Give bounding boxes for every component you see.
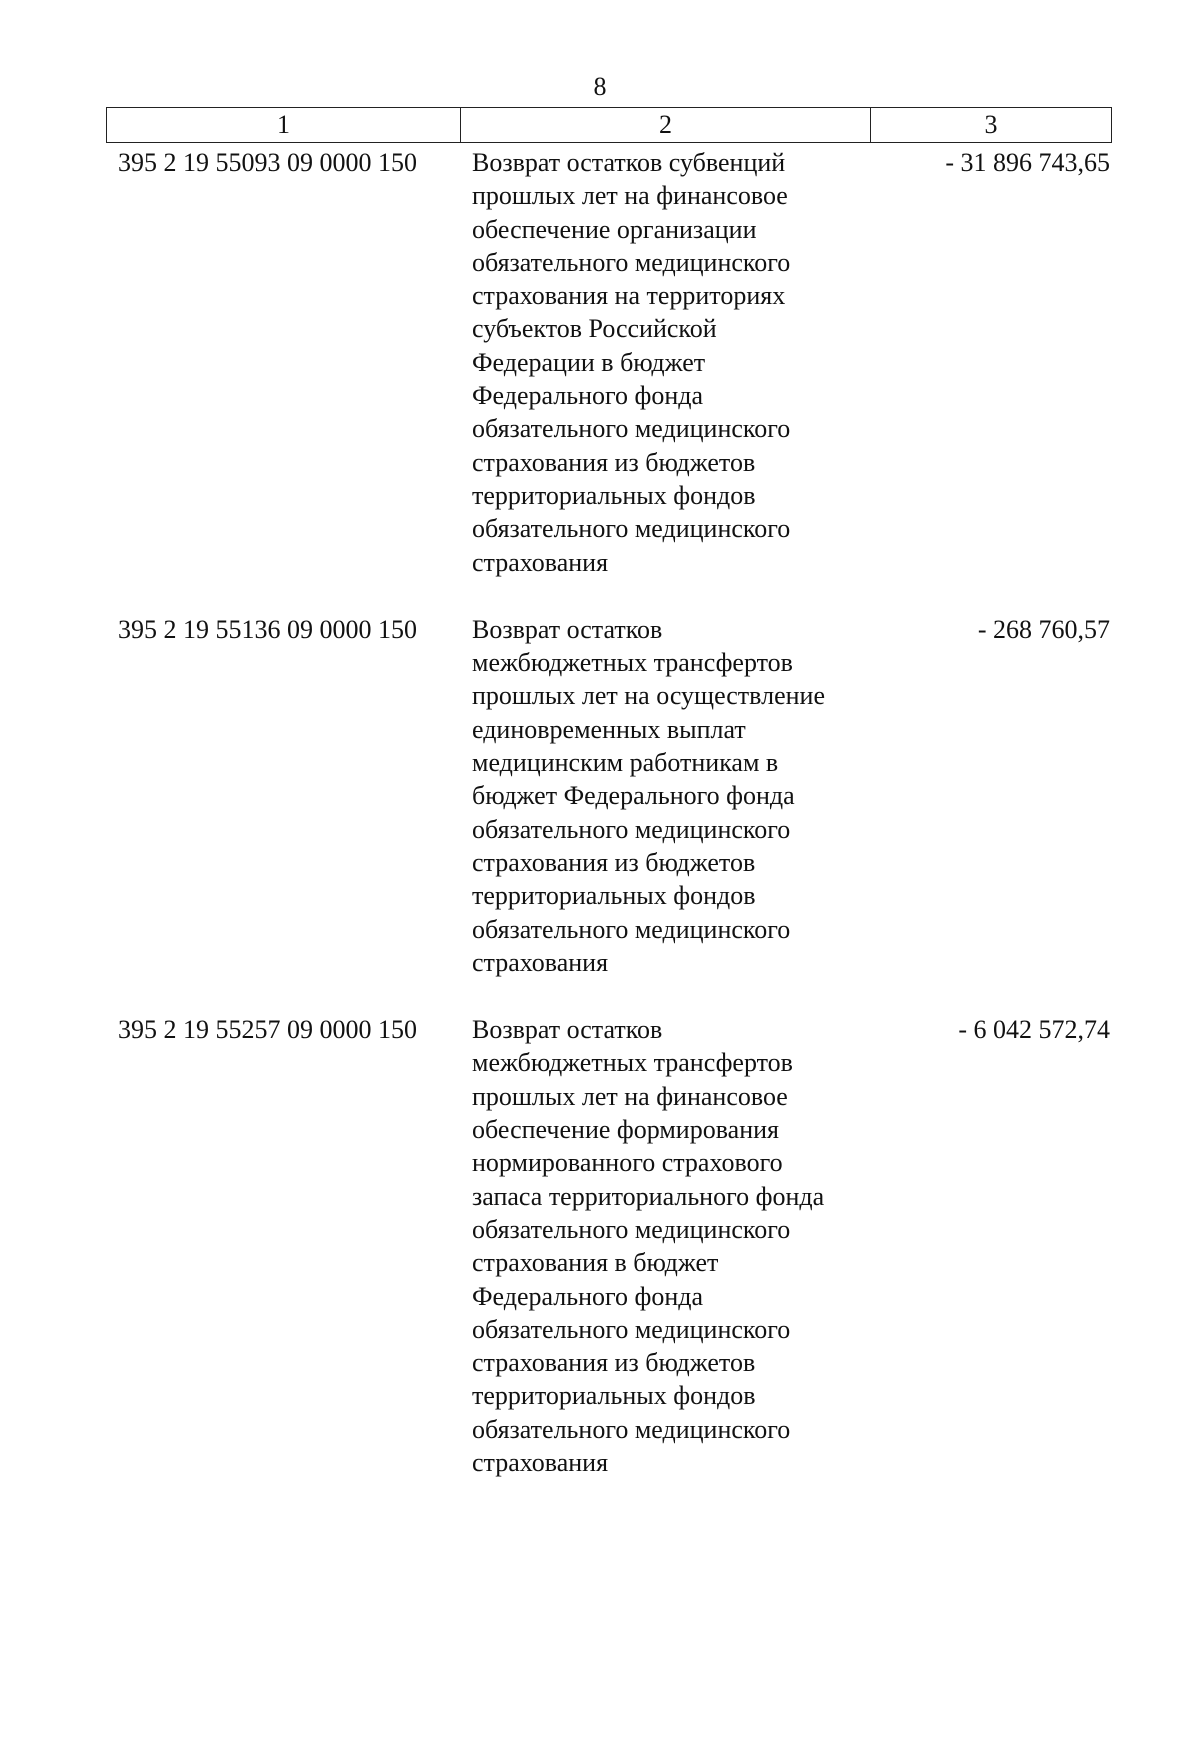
description-line: обязательного медицинского [472,1214,791,1244]
description-line: запаса территориального фонда [472,1181,825,1211]
amount: - 6 042 572,74 [958,1015,1110,1045]
amount: - 31 896 743,65 [945,148,1110,177]
description-line: межбюджетных трансфертов [472,1048,793,1078]
description-line: медицинским работникам в [472,748,779,778]
row-description [460,613,870,979]
description-line: Федерального фонда [472,1281,704,1311]
description-line: Возврат остатков [472,1015,663,1045]
description-line: нормированного страхового [472,1148,783,1178]
description-line: прошлых лет на финансовое [472,181,788,211]
table-header [106,107,1112,143]
description-line: обеспечение организации [472,214,757,244]
table-row [106,1013,1112,1479]
description-line: обеспечение формирования [472,1115,779,1145]
description-line: страхования из бюджетов [472,447,756,477]
description-line: субъектов Российской [472,314,717,344]
description-line: территориальных фондов [472,881,756,911]
header-col-3: 3 [984,110,998,139]
description-line: страхования на территориях [472,281,786,311]
amount: - 268 760,57 [977,614,1110,644]
description-line: обязательного медицинского [472,514,791,544]
table-body [106,146,1112,1513]
page-number: 8 [593,72,607,101]
description-line: страхования [472,1447,609,1477]
description-line: страхования из бюджетов [472,1348,756,1378]
description-line: страхования из бюджетов [472,847,756,877]
description-line: страхования в бюджет [472,1248,719,1278]
budget-code: 395 2 19 55136 09 0000 150 [118,614,417,644]
description-line: обязательного медицинского [472,414,791,444]
description-line: страхования [472,947,609,977]
description-line: обязательного медицинского [472,814,791,844]
description-line: обязательного медицинского [472,914,791,944]
description-line: обязательного медицинского [472,247,791,277]
description-line: обязательного медицинского [472,1414,791,1444]
description-line: межбюджетных трансфертов [472,648,793,678]
header-col-2: 2 [461,108,871,142]
description-line: территориальных фондов [472,1381,756,1411]
description-line: обязательного медицинского [472,1314,791,1344]
budget-code: 395 2 19 55093 09 0000 150 [118,148,417,177]
description-line: прошлых лет на осуществление [472,681,825,711]
description-line: страхования [472,547,609,577]
description-line: территориальных фондов [472,480,756,510]
description-line: бюджет Федерального фонда [472,781,795,811]
description-line: Возврат остатков [472,614,663,644]
table-row [106,146,1112,579]
description-line: единовременных выплат [472,714,746,744]
description-line: Федерации в бюджет [472,347,706,377]
row-description [460,146,870,579]
header-col-1: 1 [107,108,461,142]
table-row [106,613,1112,979]
row-description [460,1013,870,1479]
budget-code: 395 2 19 55257 09 0000 150 [118,1015,417,1045]
description-line: Возврат остатков субвенций [472,148,786,177]
description-line: Федерального фонда [472,381,704,411]
description-line: прошлых лет на финансовое [472,1081,788,1111]
